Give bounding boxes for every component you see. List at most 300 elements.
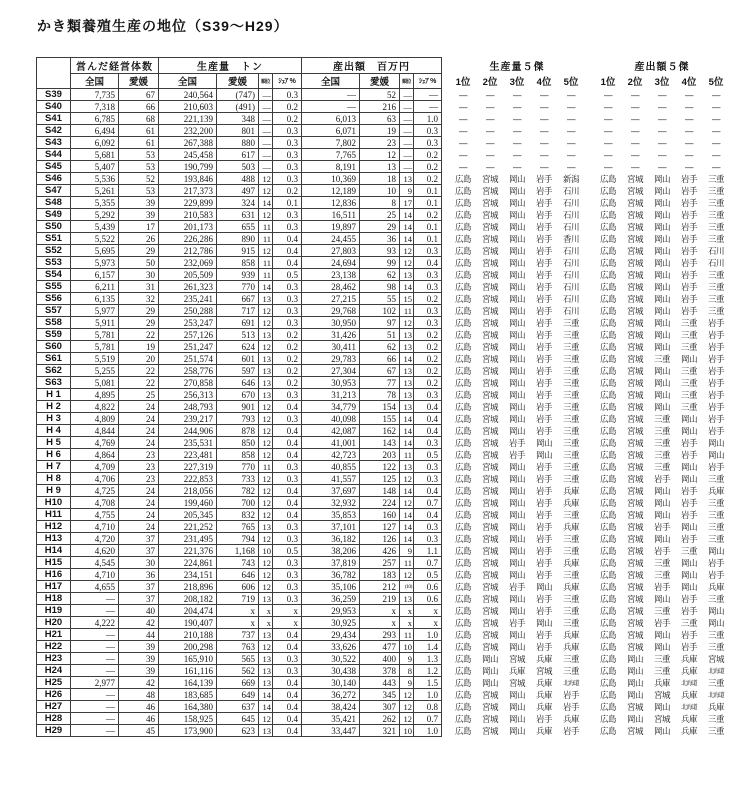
production-national-cell: 257,126	[159, 329, 217, 341]
production-top2-cell: 宮城	[481, 689, 498, 700]
output-ehime-cell: 143	[360, 437, 400, 449]
production-top3-cell: 岡山	[508, 473, 525, 484]
output-top5-cell: 北海道	[708, 693, 724, 699]
production-top2-cell: 宮城	[481, 425, 498, 436]
year-cell: S57	[37, 305, 71, 317]
production-top5-cell: 三重	[562, 353, 579, 364]
spacer	[585, 629, 595, 641]
production-top2-cell: 宮城	[481, 245, 498, 256]
operators-national-header: 全国	[71, 74, 119, 89]
production-top4-cell: 岡山	[535, 617, 552, 628]
production-top1-cell: 広島	[454, 449, 471, 460]
table-row	[37, 449, 730, 461]
spacer	[442, 641, 450, 653]
production-ehime-cell: 488	[217, 173, 259, 185]
table-row	[37, 497, 730, 509]
year-cell: S50	[37, 221, 71, 233]
operators-national-cell: 5,081	[71, 377, 119, 389]
production-top3-cell: 岡山	[508, 545, 525, 556]
output-national-cell: 19,897	[302, 221, 360, 233]
output-share-cell: 1.0	[414, 725, 442, 737]
output-national-cell: 35,421	[302, 713, 360, 725]
output-ehime-cell: 126	[360, 533, 400, 545]
production-top3-cell: 岡山	[508, 257, 525, 268]
spacer	[442, 58, 450, 89]
output-rank-cell: 13	[400, 401, 414, 413]
output-top3-cell: 岩手	[653, 581, 670, 592]
production-rank4-header: 4位	[536, 77, 552, 88]
output-top4-cell: 岩手	[680, 281, 697, 292]
production-rank-cell: 13	[259, 677, 273, 689]
output-top2-cell: 宮城	[626, 521, 643, 532]
output-top1-cell: —	[604, 113, 612, 124]
output-top2-cell: 宮城	[626, 281, 643, 292]
production-national-cell: 261,323	[159, 281, 217, 293]
production-top4-cell: 岩手	[535, 269, 552, 280]
production-top1-cell: —	[459, 161, 467, 172]
output-ehime-cell: 51	[360, 329, 400, 341]
operators-national-cell: 5,255	[71, 365, 119, 377]
production-top4-cell: 岩手	[535, 389, 552, 400]
output-national-cell: 41,001	[302, 437, 360, 449]
table-row	[37, 677, 730, 689]
output-top1-cell: —	[604, 161, 612, 172]
year-cell: H23	[37, 653, 71, 665]
production-top3-cell: 岡山	[508, 365, 525, 376]
production-top5-cell: 岩手	[562, 701, 579, 712]
year-cell: H10	[37, 497, 71, 509]
output-top3-cell: 岩手	[653, 545, 670, 556]
output-top3-cell: 岡山	[653, 197, 670, 208]
output-top5-cell: 三重	[707, 497, 724, 508]
output-share-cell: 0.2	[414, 173, 442, 185]
output-ehime-cell: 321	[360, 725, 400, 737]
output-top1-cell: —	[604, 149, 612, 160]
production-top2-cell: 宮城	[481, 365, 498, 376]
output-rank-cell: 17	[400, 197, 414, 209]
output-top3-cell: 三重	[653, 461, 670, 472]
output-top4-cell: 岩手	[680, 497, 697, 508]
spacer	[585, 58, 595, 89]
output-national-cell: 7,802	[302, 137, 360, 149]
production-top1-cell: 広島	[454, 497, 471, 508]
output-top1-cell: 広島	[599, 665, 616, 676]
output-share-cell: 0.1	[414, 185, 442, 197]
output-top4-cell: 兵庫	[680, 689, 697, 700]
production-national-cell: 251,247	[159, 341, 217, 353]
table-row	[37, 713, 730, 725]
output-top1-cell: —	[604, 101, 612, 112]
production-top4-cell: 岩手	[535, 317, 552, 328]
output-top3-cell: 岡山	[653, 701, 670, 712]
production-top2-cell: 岡山	[481, 665, 498, 676]
production-rank-cell: 12	[259, 317, 273, 329]
production-ehime-cell: 765	[217, 521, 259, 533]
output-top2-cell: 宮城	[626, 353, 643, 364]
output-top2-cell: —	[631, 125, 639, 136]
output-top1-cell: 広島	[599, 197, 616, 208]
operators-national-cell: 5,261	[71, 185, 119, 197]
production-rank-cell: 13	[259, 665, 273, 677]
output-share-cell: 1.3	[414, 653, 442, 665]
output-top2-cell: 宮城	[626, 557, 643, 568]
year-cell: S39	[37, 89, 71, 101]
production-ehime-cell: 631	[217, 209, 259, 221]
output-top4-cell: 三重	[680, 545, 697, 556]
production-top2-cell: 宮城	[481, 533, 498, 544]
production-ehime-cell: x	[217, 617, 259, 629]
output-top1-cell: 広島	[599, 173, 616, 184]
table-row	[37, 689, 730, 701]
operators-national-cell: 4,709	[71, 461, 119, 473]
production-ehime-cell: 890	[217, 233, 259, 245]
output-top5-cell: 兵庫	[707, 581, 724, 592]
spacer	[585, 329, 595, 341]
spacer	[585, 725, 595, 737]
production-top1-cell: —	[459, 149, 467, 160]
production-top4-cell: 岩手	[535, 557, 552, 568]
production-top5-cell: 三重	[562, 425, 579, 436]
output-share-cell: 0.7	[414, 557, 442, 569]
operators-national-cell: 4,809	[71, 413, 119, 425]
operators-national-cell: 7,318	[71, 101, 119, 113]
production-national-cell: 232,200	[159, 125, 217, 137]
output-top2-cell: 宮城	[626, 389, 643, 400]
production-rank-cell: 12	[259, 569, 273, 581]
production-ehime-cell: 497	[217, 185, 259, 197]
production-top5-cell: 三重	[562, 569, 579, 580]
output-ehime-cell: 98	[360, 281, 400, 293]
production-share-cell: 0.3	[273, 173, 302, 185]
output-top3-cell: 岡山	[653, 269, 670, 280]
output-top4-cell: —	[685, 89, 693, 100]
production-top3-cell: 岡山	[508, 401, 525, 412]
output-top2-cell: 宮城	[626, 221, 643, 232]
output-top2-cell: 岡山	[626, 665, 643, 676]
production-ehime-cell: 597	[217, 365, 259, 377]
production-top3-cell: 兵庫	[508, 665, 525, 676]
output-top3-cell: 岡山	[653, 365, 670, 376]
output-rank-cell: 11	[400, 449, 414, 461]
table-row	[37, 113, 730, 125]
spacer	[585, 209, 595, 221]
production-top1-cell: 広島	[454, 185, 471, 196]
year-cell: H14	[37, 545, 71, 557]
output-top5-cell: 三重	[707, 209, 724, 220]
spacer	[585, 677, 595, 689]
production-top5-cell: —	[567, 89, 575, 100]
production-share-cell: 0.4	[273, 629, 302, 641]
operators-ehime-cell: 17	[119, 221, 159, 233]
production-top5-cell: 兵庫	[562, 581, 579, 592]
production-top3-cell: 岡山	[508, 353, 525, 364]
output-top5-cell: 三重	[707, 641, 724, 652]
year-cell: H24	[37, 665, 71, 677]
output-national-cell: 8,191	[302, 161, 360, 173]
output-national-cell: 38,206	[302, 545, 360, 557]
year-cell: S53	[37, 257, 71, 269]
spacer	[585, 173, 595, 185]
output-rank-cell: —	[400, 89, 414, 101]
production-top1-cell: 広島	[454, 569, 471, 580]
output-national-cell: 42,723	[302, 449, 360, 461]
operators-national-cell: 4,822	[71, 401, 119, 413]
output-top5-group-header: 産出額５傑	[634, 62, 690, 73]
output-share-cell: 0.1	[414, 233, 442, 245]
output-top4-cell: 岩手	[680, 245, 697, 256]
output-rank-cell: 14	[400, 233, 414, 245]
production-top1-cell: 広島	[454, 437, 471, 448]
output-top4-cell: 岩手	[680, 173, 697, 184]
production-top2-cell: 宮城	[481, 185, 498, 196]
output-national-cell: 34,779	[302, 401, 360, 413]
spacer	[442, 341, 450, 353]
production-top1-cell: 広島	[454, 209, 471, 220]
year-cell: H22	[37, 641, 71, 653]
spacer	[585, 197, 595, 209]
output-top4-cell: 岩手	[680, 449, 697, 460]
production-share-cell: 0.3	[273, 533, 302, 545]
output-national-cell: 27,215	[302, 293, 360, 305]
output-top1-cell: 広島	[599, 701, 616, 712]
output-top2-cell: 宮城	[626, 605, 643, 616]
operators-ehime-cell: 66	[119, 101, 159, 113]
production-share-cell: 0.3	[273, 473, 302, 485]
production-ehime-cell: 878	[217, 425, 259, 437]
output-top2-cell: —	[631, 101, 639, 112]
operators-ehime-cell: 23	[119, 461, 159, 473]
year-cell: H 5	[37, 437, 71, 449]
production-top5-cell: —	[567, 161, 575, 172]
output-top4-cell: 北海道	[681, 681, 697, 687]
production-top3-cell: —	[513, 101, 521, 112]
production-top4-cell: —	[540, 89, 548, 100]
output-national-cell: 38,424	[302, 701, 360, 713]
production-ehime-cell: 700	[217, 497, 259, 509]
year-cell: H11	[37, 509, 71, 521]
table-row	[37, 641, 730, 653]
production-top5-cell: 三重	[562, 389, 579, 400]
production-top5-cell: 兵庫	[562, 629, 579, 640]
table-row	[37, 317, 730, 329]
production-top2-cell: 宮城	[481, 569, 498, 580]
output-top3-cell: —	[658, 125, 666, 136]
spacer	[585, 521, 595, 533]
production-share-cell: 0.3	[273, 389, 302, 401]
output-top2-cell: 宮城	[626, 245, 643, 256]
production-national-cell: 201,173	[159, 221, 217, 233]
output-top4-cell: 岡山	[680, 425, 697, 436]
output-national-cell: 36,259	[302, 593, 360, 605]
output-top3-cell: 三重	[653, 605, 670, 616]
production-share-cell: 0.4	[273, 713, 302, 725]
production-top3-cell: 岡山	[508, 725, 525, 736]
production-top5-cell: 三重	[562, 665, 579, 676]
output-top4-cell: —	[685, 161, 693, 172]
table-row	[37, 593, 730, 605]
output-top3-cell: 岡山	[653, 305, 670, 316]
production-top1-cell: —	[459, 113, 467, 124]
production-share-cell: 0.2	[273, 185, 302, 197]
production-rank-cell: 12	[259, 581, 273, 593]
production-top1-cell: 広島	[454, 701, 471, 712]
production-top5-cell: 三重	[562, 605, 579, 616]
year-cell: S63	[37, 377, 71, 389]
output-top5-cell: 三重	[707, 509, 724, 520]
output-ehime-cell: 148	[360, 485, 400, 497]
output-ehime-cell: 257	[360, 557, 400, 569]
output-top4-cell: 兵庫	[680, 665, 697, 676]
production-national-cell: 212,786	[159, 245, 217, 257]
production-national-cell: 222,853	[159, 473, 217, 485]
spacer	[442, 161, 450, 173]
table-row	[37, 509, 730, 521]
production-top3-cell: —	[513, 125, 521, 136]
output-top5-cell: 三重	[707, 293, 724, 304]
spacer	[442, 113, 450, 125]
output-top2-cell: 宮城	[626, 569, 643, 580]
production-share-cell: 0.3	[273, 281, 302, 293]
table-row	[37, 605, 730, 617]
production-top3-cell: 岡山	[508, 641, 525, 652]
production-top1-cell: 広島	[454, 353, 471, 364]
production-share-cell: 0.2	[273, 377, 302, 389]
output-ehime-cell: 25	[360, 209, 400, 221]
table-row	[37, 341, 730, 353]
output-top1-cell: 広島	[599, 509, 616, 520]
operators-national-cell: 5,977	[71, 305, 119, 317]
output-rank-cell: 13	[400, 593, 414, 605]
production-top5-cell: 三重	[562, 329, 579, 340]
production-top4-cell: 兵庫	[535, 701, 552, 712]
production-top3-cell: 岡山	[508, 329, 525, 340]
production-rank-cell: —	[259, 149, 273, 161]
spacer	[585, 449, 595, 461]
production-national-cell: 205,345	[159, 509, 217, 521]
production-national-cell: 200,298	[159, 641, 217, 653]
output-share-cell: 0.3	[414, 437, 442, 449]
production-rank-cell: —	[259, 89, 273, 101]
operators-national-cell: 5,519	[71, 353, 119, 365]
production-top1-cell: 広島	[454, 617, 471, 628]
operators-national-cell: —	[71, 605, 119, 617]
output-rank-cell: 14	[400, 281, 414, 293]
spacer	[585, 509, 595, 521]
output-ehime-cell: 224	[360, 497, 400, 509]
spacer	[585, 305, 595, 317]
output-share-cell: 0.6	[414, 581, 442, 593]
output-ehime-cell: 477	[360, 641, 400, 653]
spacer	[442, 473, 450, 485]
output-national-cell: 27,304	[302, 365, 360, 377]
operators-ehime-cell: 24	[119, 413, 159, 425]
year-cell: H27	[37, 701, 71, 713]
production-ehime-cell: 691	[217, 317, 259, 329]
production-ehime-cell: 880	[217, 137, 259, 149]
production-ehime-cell: 719	[217, 593, 259, 605]
production-top3-cell: 岡山	[508, 341, 525, 352]
year-cell: H15	[37, 557, 71, 569]
output-top1-cell: 広島	[599, 269, 616, 280]
operators-ehime-cell: 31	[119, 281, 159, 293]
operators-national-cell: 6,494	[71, 125, 119, 137]
output-top5-cell: 三重	[707, 473, 724, 484]
production-rank-cell: —	[259, 137, 273, 149]
output-top1-cell: 広島	[599, 461, 616, 472]
production-national-cell: 221,139	[159, 113, 217, 125]
production-top2-cell: 宮城	[481, 521, 498, 532]
operators-national-cell: 4,755	[71, 509, 119, 521]
output-top5-cell: —	[712, 89, 720, 100]
output-share-cell: 0.3	[414, 473, 442, 485]
table-body	[37, 89, 730, 737]
output-top4-cell: 三重	[680, 341, 697, 352]
production-ehime-cell: 743	[217, 557, 259, 569]
output-share-cell: 0.4	[414, 257, 442, 269]
output-top5-cell: 三重	[707, 233, 724, 244]
production-national-cell: 231,495	[159, 533, 217, 545]
table-row	[37, 233, 730, 245]
production-national-cell: 250,288	[159, 305, 217, 317]
operators-national-cell: 5,681	[71, 149, 119, 161]
output-share-cell: 0.8	[414, 701, 442, 713]
production-rank-cell: 12	[259, 641, 273, 653]
operators-national-cell: 4,769	[71, 437, 119, 449]
production-top1-cell: 広島	[454, 581, 471, 592]
production-top4-cell: —	[540, 149, 548, 160]
production-top1-cell: 広島	[454, 425, 471, 436]
operators-national-cell: 5,292	[71, 209, 119, 221]
year-cell: S56	[37, 293, 71, 305]
production-top1-cell: —	[459, 125, 467, 136]
output-top2-cell: 岡山	[626, 677, 643, 688]
table-row	[37, 545, 730, 557]
operators-ehime-cell: 24	[119, 485, 159, 497]
production-ehime-cell: 655	[217, 221, 259, 233]
production-rank-cell: 12	[259, 245, 273, 257]
production-national-cell: 240,564	[159, 89, 217, 101]
production-top3-cell: 岡山	[508, 629, 525, 640]
output-top4-cell: 岩手	[680, 629, 697, 640]
output-share-cell: 0.4	[414, 485, 442, 497]
production-share-cell: 0.3	[273, 209, 302, 221]
production-national-cell: 267,388	[159, 137, 217, 149]
spacer	[442, 281, 450, 293]
output-top2-cell: 宮城	[626, 617, 643, 628]
table-row	[37, 617, 730, 629]
spacer	[442, 101, 450, 113]
production-rank-cell: 12	[259, 305, 273, 317]
output-top1-cell: 広島	[599, 185, 616, 196]
output-top3-cell: 岩手	[653, 521, 670, 532]
production-share-header: ｼｪｱ %	[273, 74, 302, 89]
production-top5-cell: 三重	[562, 461, 579, 472]
output-top4-cell: 岩手	[680, 533, 697, 544]
operators-national-cell: —	[71, 701, 119, 713]
production-share-cell: x	[273, 605, 302, 617]
spacer	[585, 221, 595, 233]
production-national-header: 全国	[159, 74, 217, 89]
production-national-cell: 161,116	[159, 665, 217, 677]
spacer	[442, 305, 450, 317]
output-rank-cell: 13	[400, 365, 414, 377]
output-top5-cell: 三重	[707, 305, 724, 316]
production-top5-cell: 三重	[562, 545, 579, 556]
output-rank-cell: 15	[400, 293, 414, 305]
output-rank-cell: 12	[400, 701, 414, 713]
operators-ehime-cell: 67	[119, 89, 159, 101]
output-national-cell: 33,626	[302, 641, 360, 653]
